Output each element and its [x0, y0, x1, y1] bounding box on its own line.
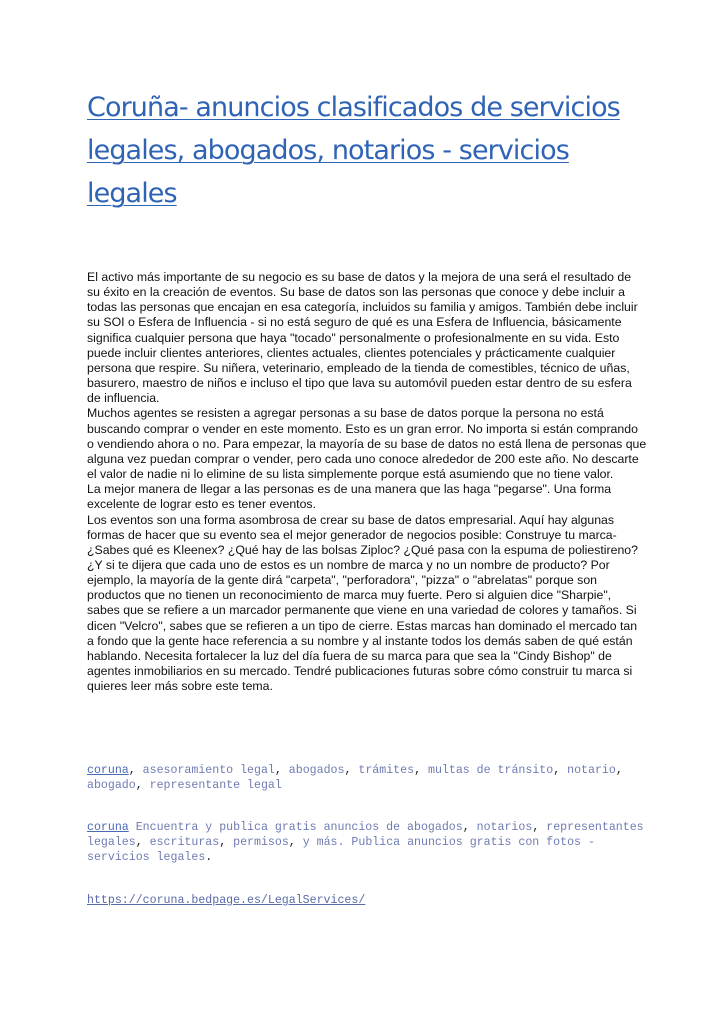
tag: asesoramiento legal [142, 764, 275, 777]
tag-list: coruna, asesoramiento legal, abogados, trámites, multas de tránsito, notario, abogado, representante legal [87, 764, 623, 793]
tag: abogado [87, 779, 136, 793]
paragraph: Muchos agentes se resisten a agregar personas a su base de datos porque la persona no está buscando comprar o vender en este momento. Esto es un gran error. No importa si están comprando o vendiendo ahora o no. Para empezar, la mayoría de su base de datos no está llena de personas que alguna vez puedan comprar o vender, pero cada uno conoce alrededor de 200 este año. No descarte el valor de nadie ni lo elimine de su lista simplemente porque está asumiendo que no tiene valor. [87, 406, 647, 482]
description-link-coruna[interactable]: coruna [87, 821, 129, 834]
paragraph: La mejor manera de llegar a las personas es de una manera que las haga "pegarse". Una forma excelente de lograr esto es tener eventos. [87, 482, 612, 512]
description: coruna Encuentra y publica gratis anuncios de abogados, notarios, representantes legales, escrituras, permisos, y más. Publica anuncios gratis con fotos - servicios legales. [87, 821, 644, 865]
tag: notario [567, 764, 616, 777]
tag-link-coruna[interactable]: coruna [87, 764, 129, 777]
paragraph: El activo más importante de su negocio es su base de datos y la mejora de una será el resultado de su éxito en la creación de eventos. Su base de datos son las personas que conoce y debe incluir a todas las personas que encajan en esa categoría, incluidos su familia y amigos. También debe incluir su SOI o Esfera de Influencia - si no está seguro de qué es una Esfera de Influencia, básicamente significa cualquier persona que haya "tocado" personalmente o profesionalmente en su vida. Esto puede incluir clientes anteriores, clientes actuales, clientes potenciales y prácticamente cualquier persona que respire. Su niñera, veterinario, empleado de la tienda de comestibles, técnico de uñas, basurero, maestro de niños e incluso el tipo que lava su automóvil pueden estar dentro de su esfera de influencia. [87, 270, 638, 406]
tag: trámites [358, 764, 415, 777]
page-title[interactable]: Coruña- anuncios clasificados de servicios legales, abogados, notarios - servicios legales [87, 92, 620, 209]
source-url-link[interactable]: https://coruna.bedpage.es/LegalServices/ [87, 894, 366, 907]
tag: multas de tránsito [427, 764, 554, 777]
tag: abogados [288, 764, 345, 777]
paragraph: Los eventos son una forma asombrosa de crear su base de datos empresarial. Aquí hay algunas formas de hacer que su evento sea el mejor generador de negocios posible: Construye tu marca- ¿Sabes qué es Kleenex? ¿Qué hay de las bolsas Ziploc? ¿Qué pasa con la espuma de poliestireno? ¿Y si te dijera que cada uno de estos es un nombre de marca y no un nombre de producto? Por ejemplo, la mayoría de la gente dirá "carpeta", "perforadora", "pizza" o "abrelatas" porque son productos que no tienen un reconocimiento de marca muy fuerte. Pero si alguien dice "Sharpie", sabes que se refiere a un marcador permanente que viene en una variedad de colores y tamaños. Si dicen "Velcro", sabes que se refieren a un tipo de cierre. Estas marcas han dominado el mercado tan a fondo que la gente hace referencia a su nombre y al instante todos los demás saben de qué están hablando. Necesita fortalecer la luz del día fuera de su marca para que sea la "Cindy Bishop" de agentes inmobiliarios en su mercado. Tendré publicaciones futuras sobre cómo construir tu marca si quieres leer más sobre este tema. [87, 512, 638, 694]
article-body [87, 270, 647, 694]
source-url [87, 893, 647, 908]
tag: representante legal [149, 779, 282, 793]
